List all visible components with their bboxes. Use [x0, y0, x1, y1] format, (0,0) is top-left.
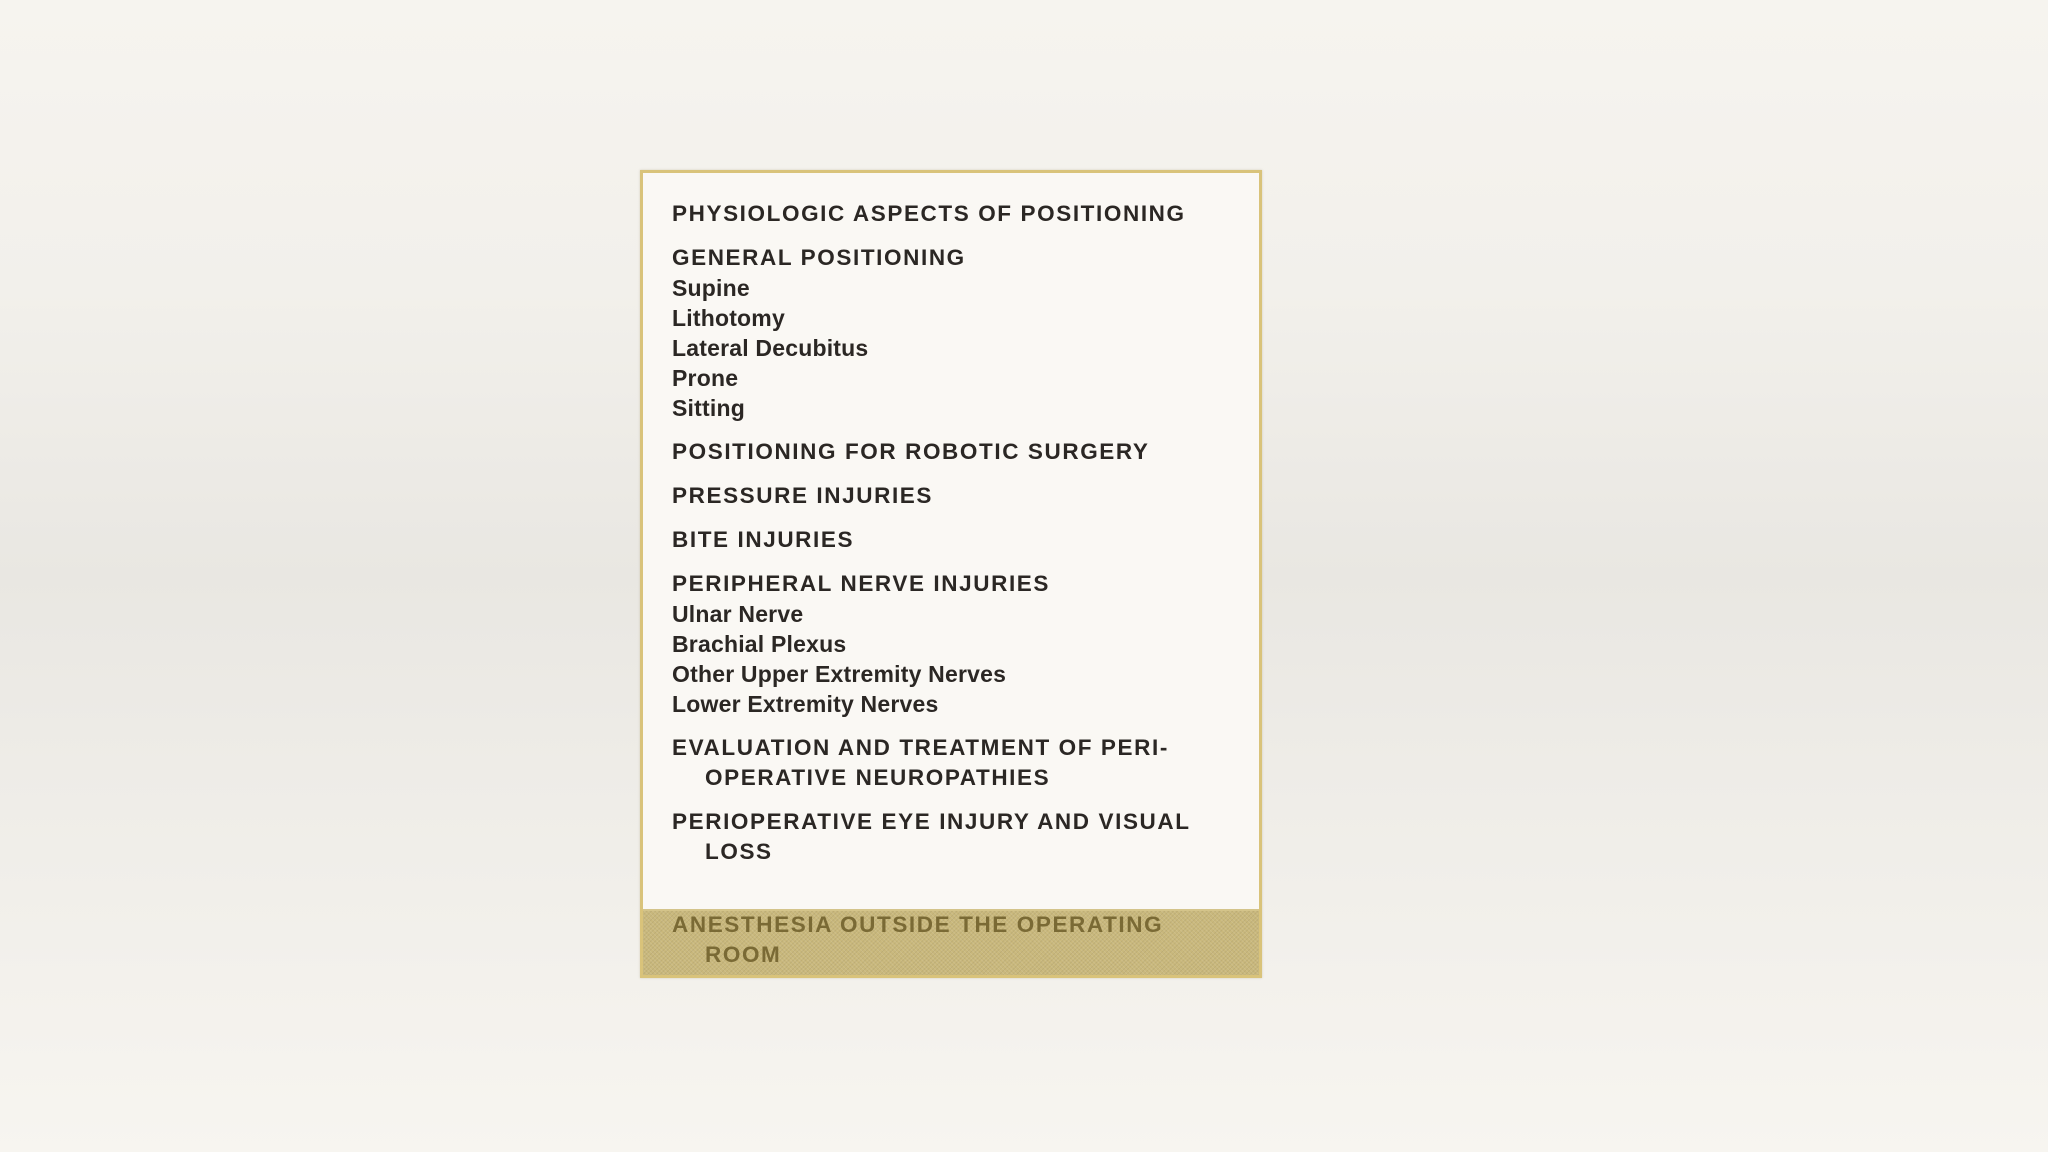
toc-item-lateral-decubitus[interactable]: Lateral Decubitus: [672, 335, 869, 361]
section-heading-eye-injury-visual-loss[interactable]: PERIOPERATIVE EYE INJURY AND VISUAL LOSS: [672, 809, 1191, 864]
toc-item-supine[interactable]: Supine: [672, 275, 750, 301]
toc-item-brachial-plexus[interactable]: Brachial Plexus: [672, 631, 847, 657]
toc-section: [672, 199, 1239, 229]
toc-item-sitting[interactable]: Sitting: [672, 395, 745, 421]
toc-item-lithotomy[interactable]: Lithotomy: [672, 305, 785, 331]
toc-item-ulnar-nerve[interactable]: Ulnar Nerve: [672, 601, 804, 627]
toc-section-current: [672, 910, 1239, 970]
toc-section: [672, 437, 1239, 467]
toc-section: [672, 243, 1239, 423]
toc-section: [672, 525, 1239, 555]
toc-section: [672, 569, 1239, 719]
section-heading-pressure-injuries[interactable]: PRESSURE INJURIES: [672, 483, 934, 508]
toc-item-other-upper-extremity-nerves[interactable]: Other Upper Extremity Nerves: [672, 661, 1007, 687]
section-heading-perioperative-neuropathies[interactable]: EVALUATION AND TREATMENT OF PERI-OPERATIVE NEUROPATHIES: [672, 735, 1169, 790]
toc-section: [672, 807, 1239, 867]
section-heading-general-positioning[interactable]: GENERAL POSITIONING: [672, 245, 966, 270]
toc-section: [672, 481, 1239, 511]
toc-list: [672, 199, 1239, 881]
table-of-contents-panel: [640, 170, 1262, 978]
toc-item-lower-extremity-nerves[interactable]: Lower Extremity Nerves: [672, 691, 939, 717]
section-heading-anesthesia-outside-operating-room[interactable]: ANESTHESIA OUTSIDE THE OPERATING ROOM: [672, 912, 1164, 967]
section-heading-physiologic-aspects[interactable]: PHYSIOLOGIC ASPECTS OF POSITIONING: [672, 201, 1186, 226]
section-heading-bite-injuries[interactable]: BITE INJURIES: [672, 527, 855, 552]
toc-section: [672, 733, 1239, 793]
section-heading-peripheral-nerve-injuries[interactable]: PERIPHERAL NERVE INJURIES: [672, 571, 1051, 596]
toc-item-prone[interactable]: Prone: [672, 365, 739, 391]
section-heading-robotic-surgery[interactable]: POSITIONING FOR ROBOTIC SURGERY: [672, 439, 1150, 464]
